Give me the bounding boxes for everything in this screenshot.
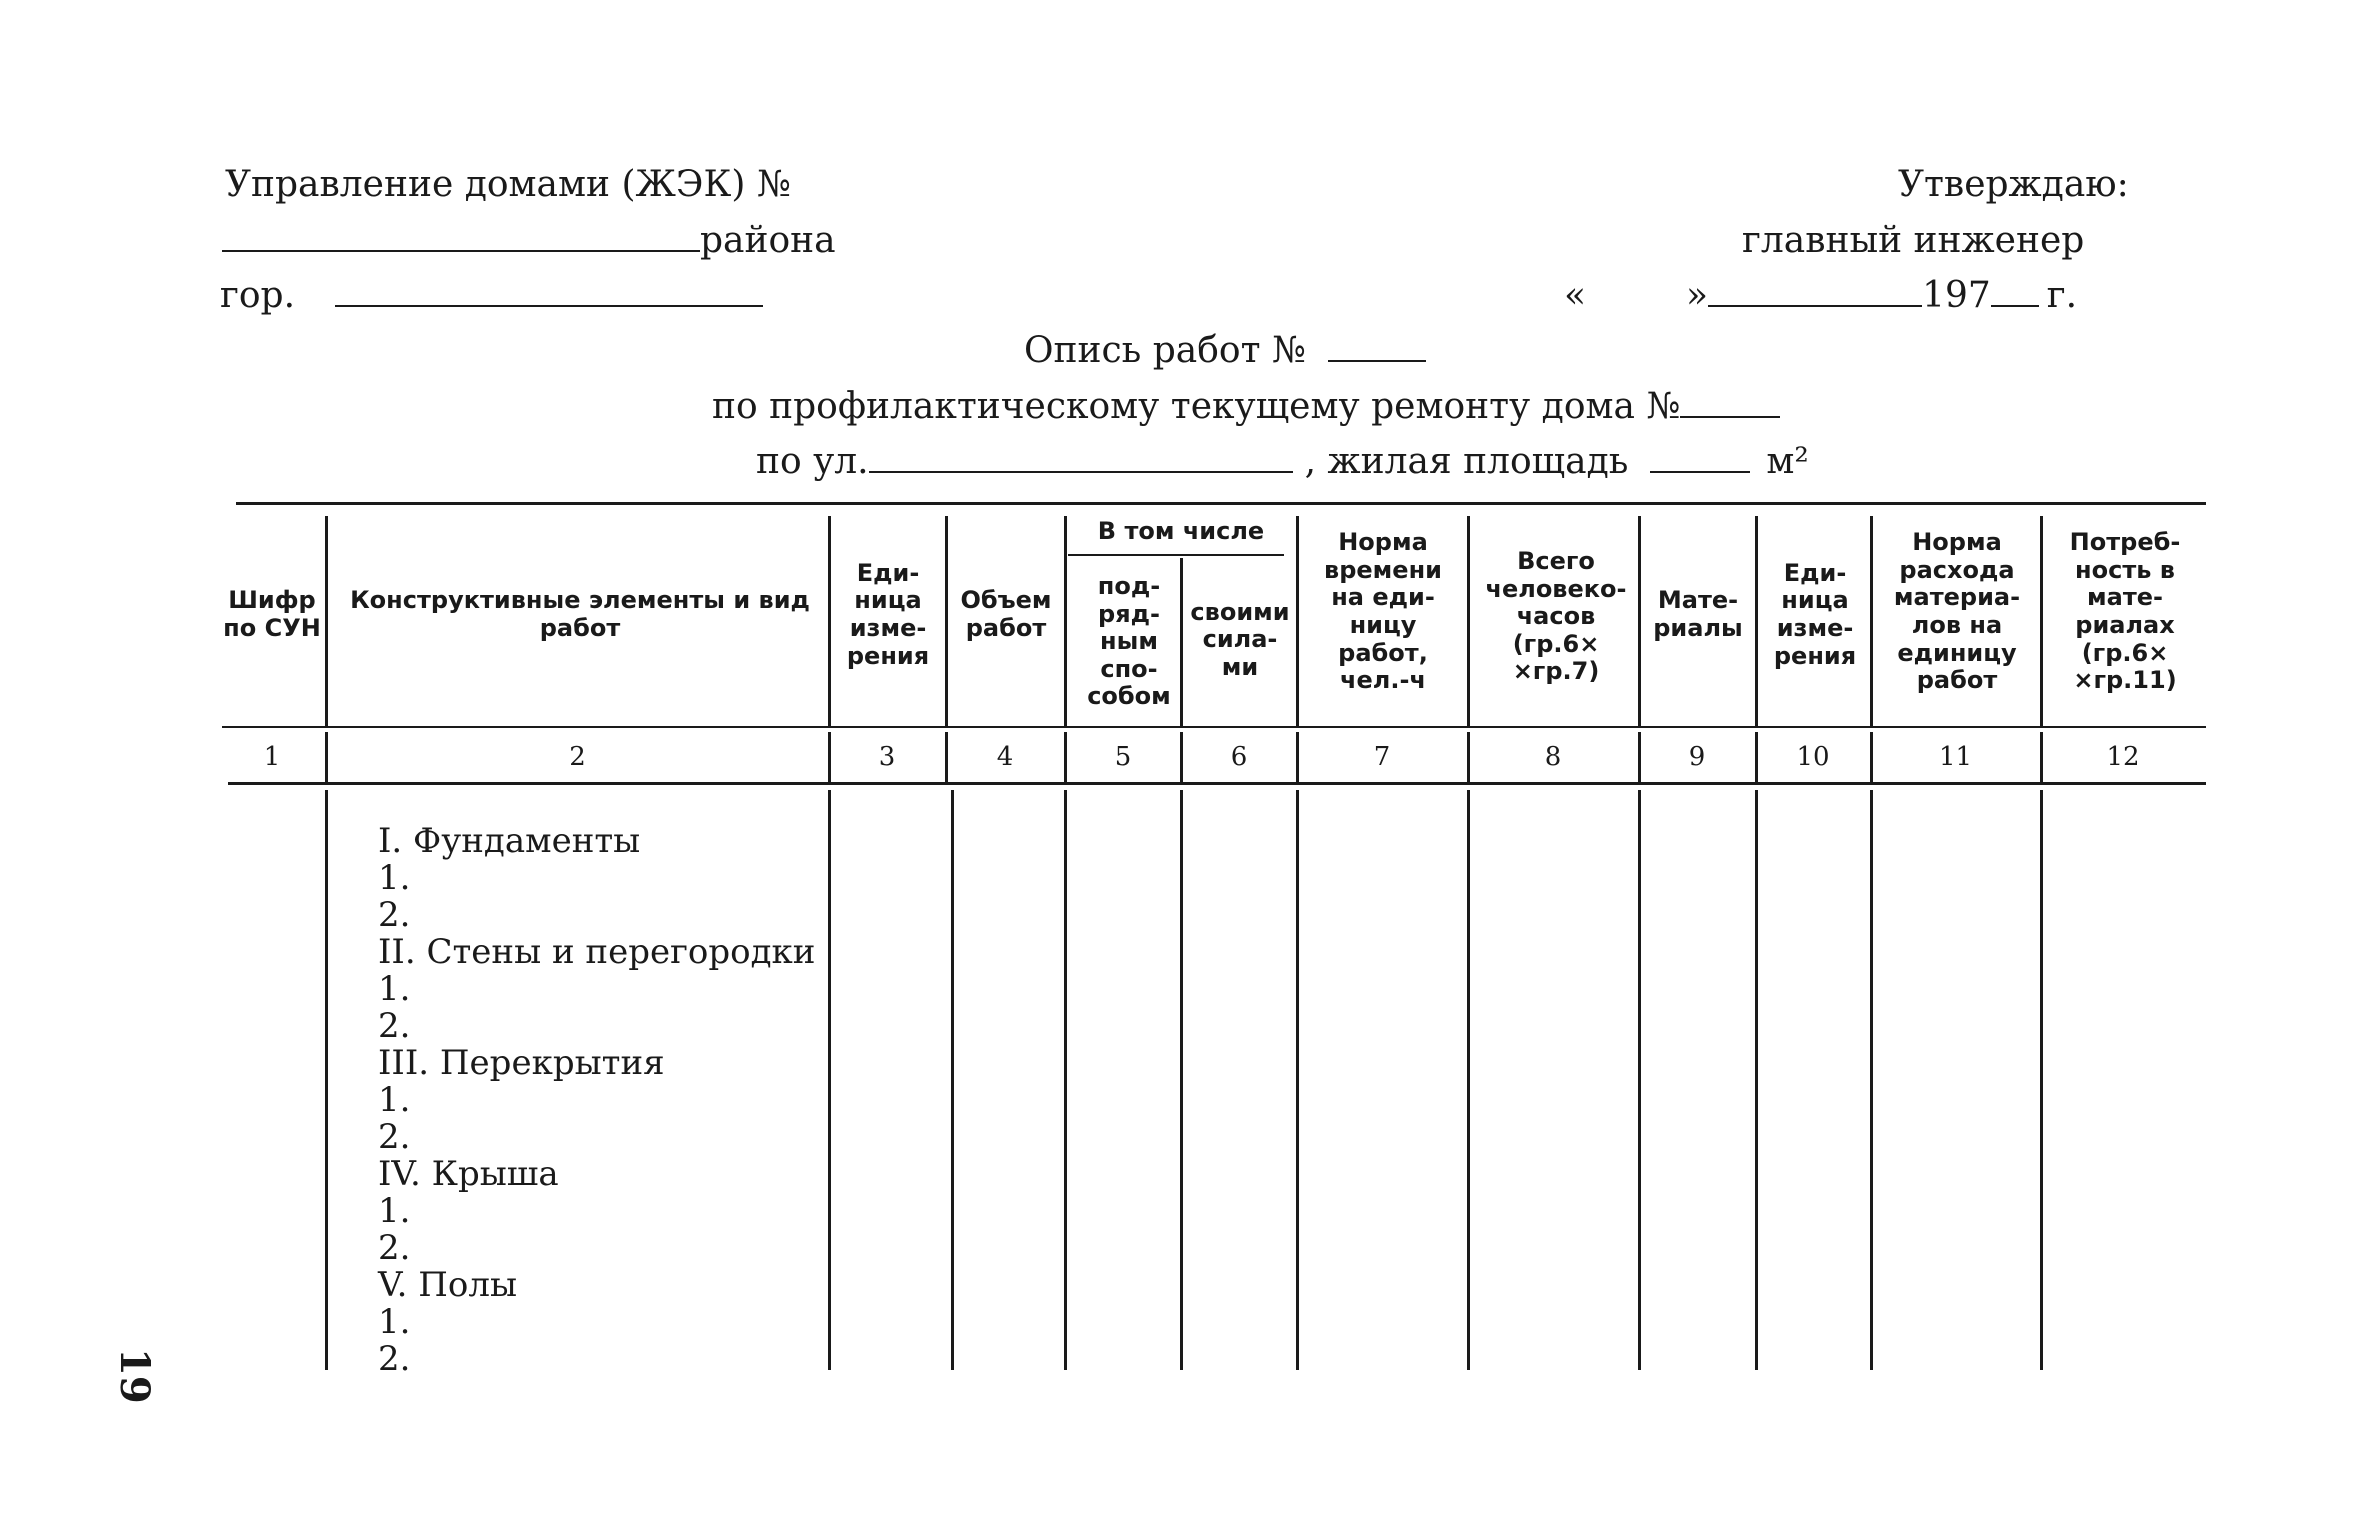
col-number-1: 1 (263, 742, 281, 772)
col-header-5: под-ряд-ным спо-собом (1087, 572, 1171, 711)
col-header-4: Объем работ (960, 586, 1052, 642)
col-number-5: 5 (1114, 742, 1132, 772)
section-item: 1. (378, 1302, 411, 1342)
date-close-quote: » (1686, 275, 1709, 316)
col-number-3: 3 (878, 742, 896, 772)
col-sep (828, 516, 831, 726)
section-item: 2. (378, 1339, 411, 1379)
district-label: района (700, 220, 836, 261)
city-label: гор. (220, 275, 296, 316)
col-header-11: Норма расхода материа-лов на единицу работ (1893, 528, 2021, 695)
street-line (756, 441, 1809, 482)
col-sep (2040, 790, 2043, 1370)
col-sep (828, 790, 831, 1370)
col-sep (1064, 790, 1067, 1370)
section-item: 1. (378, 858, 411, 898)
col-sep (1638, 516, 1641, 726)
area-blank (1650, 470, 1750, 473)
col-sep (1296, 516, 1299, 726)
inventory-title-text: Опись работ № (1024, 330, 1306, 371)
col-sep (1064, 516, 1067, 726)
col-sep (1180, 558, 1183, 726)
col-number-6: 6 (1230, 742, 1248, 772)
section-item: 1. (378, 1191, 411, 1231)
col-sep (325, 516, 328, 726)
living-area-label: , жилая площадь (1304, 441, 1629, 482)
col-sep (325, 732, 328, 782)
section-title: IV. Крыша (378, 1154, 559, 1194)
col-header-9: Мате-риалы (1653, 586, 1743, 642)
section-item: 2. (378, 895, 411, 935)
group-header-in-total: В том числе (1097, 517, 1265, 546)
col-sep (945, 516, 948, 726)
col-header-7: Норма времени на еди-ницу работ, чел.-ч (1324, 528, 1442, 695)
col-header-10: Еди-ница изме-рения (1773, 558, 1857, 670)
section-item: 1. (378, 969, 411, 1009)
col-sep (1755, 790, 1758, 1370)
table-top-rule (236, 502, 2206, 505)
group-header-rule (1068, 554, 1284, 556)
col-sep (1180, 790, 1183, 1370)
district-blank (222, 249, 700, 252)
col-header-1: Шифр по СУН (223, 586, 321, 642)
year-blank (1991, 304, 2039, 307)
col-number-11: 11 (1938, 742, 1973, 772)
col-number-9: 9 (1688, 742, 1706, 772)
col-header-8: Всего человеко-часов (гр.6× ×гр.7) (1485, 547, 1627, 686)
col-header-12: Потреб-ность в мате-риалах (гр.6× ×гр.11) (2069, 528, 2181, 695)
col-sep (1638, 790, 1641, 1370)
col-sep (2040, 516, 2043, 726)
col-header-6: своими сила-ми (1190, 597, 1290, 681)
section-item: 2. (378, 1117, 411, 1157)
inventory-title (1024, 330, 1426, 371)
approval-date (1564, 275, 2077, 316)
section-title: V. Полы (378, 1265, 518, 1305)
section-title: II. Стены и перегородки (378, 932, 816, 972)
section-title: III. Перекрытия (378, 1043, 665, 1083)
col-sep (1296, 790, 1299, 1370)
col-sep (1870, 516, 1873, 726)
col-header-2: Конструктивные элементы и вид работ (350, 586, 810, 642)
inventory-number-blank (1328, 359, 1426, 362)
section-item: 2. (378, 1006, 411, 1046)
col-number-4: 4 (996, 742, 1014, 772)
chief-engineer-label: главный инженер (1742, 220, 2085, 261)
col-sep (1755, 516, 1758, 726)
header-bottom-rule (222, 726, 2206, 728)
area-unit: м² (1766, 441, 1809, 482)
approval-label: Утверждаю: (1898, 164, 2129, 205)
left-header-line3 (220, 275, 763, 316)
col-header-3: Еди-ница изме-рения (846, 558, 930, 670)
col-sep (1467, 790, 1470, 1370)
col-sep (1467, 516, 1470, 726)
date-year: 197 (1922, 275, 1991, 316)
left-header-line2 (222, 220, 836, 261)
repair-line (712, 386, 1780, 427)
section-title: I. Фундаменты (378, 821, 641, 861)
street-blank (869, 470, 1293, 473)
col-sep (325, 790, 328, 1370)
left-header-line1: Управление домами (ЖЭК) № (225, 164, 791, 205)
col-number-12: 12 (2106, 742, 2140, 772)
repair-line-text: по профилактическому текущему ремонту дома № (712, 386, 1681, 427)
house-number-blank (1680, 415, 1780, 418)
city-blank (335, 304, 763, 307)
street-label: по ул. (756, 441, 869, 482)
col-number-2: 2 (569, 742, 586, 772)
year-suffix: г. (2046, 275, 2078, 316)
section-item: 1. (378, 1080, 411, 1120)
section-item: 2. (378, 1228, 411, 1268)
col-sep (1870, 790, 1873, 1370)
numbers-bottom-rule (228, 782, 2206, 785)
date-open-quote: « (1564, 275, 1587, 316)
col-number-10: 10 (1796, 742, 1830, 772)
page-number: 19 (111, 1348, 158, 1404)
col-sep (951, 790, 954, 1370)
month-blank (1708, 304, 1922, 307)
col-number-8: 8 (1544, 742, 1562, 772)
col-number-7: 7 (1373, 742, 1391, 772)
